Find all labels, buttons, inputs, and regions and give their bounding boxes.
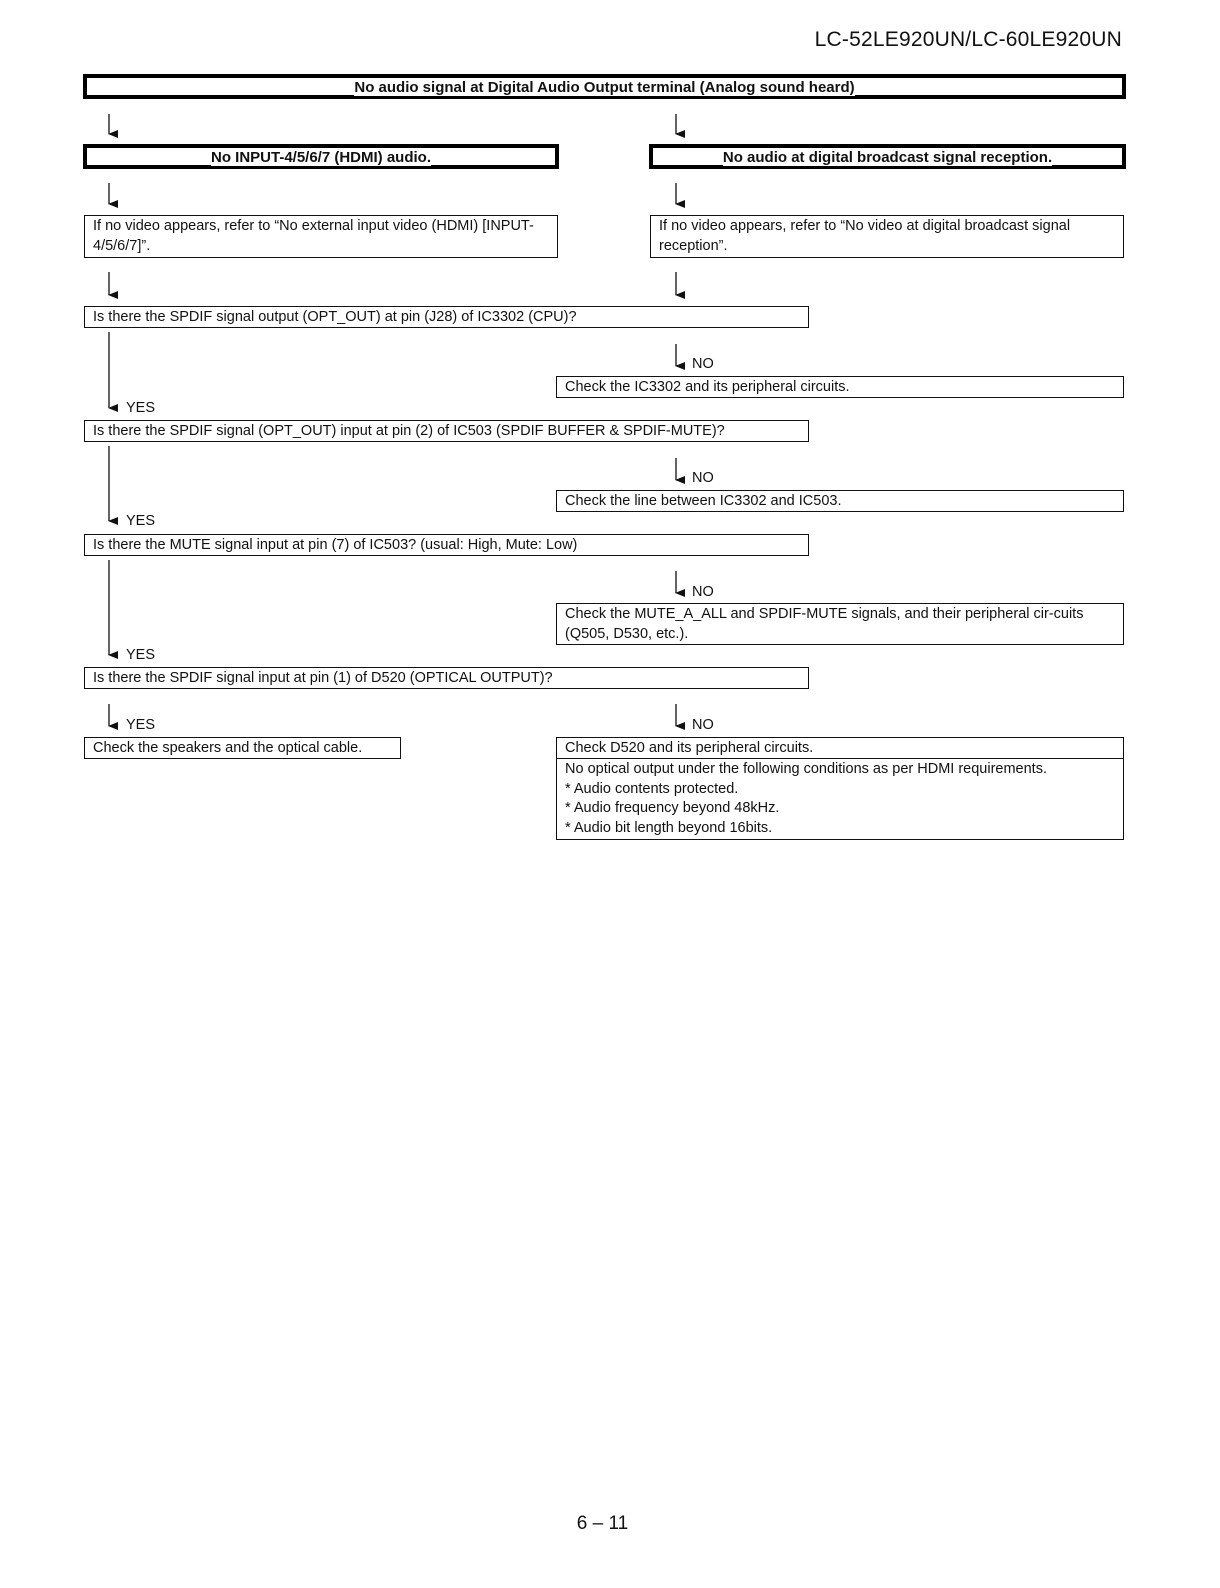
q4-no-label: NO <box>692 717 714 733</box>
q3-yes-label: YES <box>126 647 156 663</box>
model-number: LC-52LE920UN/LC-60LE920UN <box>814 28 1122 51</box>
right-branch-note: If no video appears, refer to “No video at digital broadcast signal reception”. <box>650 215 1124 258</box>
q1-no-label: NO <box>692 356 714 372</box>
question-1: Is there the SPDIF signal output (OPT_OUT) at pin (J28) of IC3302 (CPU)? <box>84 306 809 328</box>
left-branch-title: No INPUT-4/5/6/7 (HDMI) audio. <box>210 149 432 166</box>
q2-yes-label: YES <box>126 513 156 529</box>
q3-no-label: NO <box>692 584 714 600</box>
left-branch-note: If no video appears, refer to “No external input video (HDMI) [INPUT-4/5/6/7]”. <box>84 215 558 258</box>
question-4: Is there the SPDIF signal input at pin (1) of D520 (OPTICAL OUTPUT)? <box>84 667 809 689</box>
page-number: 6 – 11 <box>576 1513 629 1534</box>
question-3: Is there the MUTE signal input at pin (7) of IC503? (usual: High, Mute: Low) <box>84 534 809 556</box>
q1-yes-label: YES <box>126 400 156 416</box>
q4-yes-label: YES <box>126 717 156 733</box>
right-branch-title-box <box>649 144 1126 169</box>
question-2: Is there the SPDIF signal (OPT_OUT) input at pin (2) of IC503 (SPDIF BUFFER & SPDIF-MUTE)? <box>84 420 809 442</box>
action-4-yes: Check the speakers and the optical cable. <box>84 737 401 759</box>
left-branch-title-box <box>83 144 559 169</box>
right-branch-title: No audio at digital broadcast signal reception. <box>722 149 1053 166</box>
action-4-no: Check D520 and its peripheral circuits. <box>556 737 1124 759</box>
action-2: Check the line between IC3302 and IC503. <box>556 490 1124 512</box>
header-box <box>83 74 1126 99</box>
action-1: Check the IC3302 and its peripheral circuits. <box>556 376 1124 398</box>
header-text: No audio signal at Digital Audio Output terminal (Analog sound heard) <box>354 79 855 96</box>
action-3: Check the MUTE_A_ALL and SPDIF-MUTE signals, and their peripheral cir-cuits (Q505, D530, etc.). <box>556 603 1124 645</box>
q2-no-label: NO <box>692 470 714 486</box>
action-4-no-note: No optical output under the following conditions as per HDMI requirements. * Audio contents protected. * Audio frequency beyond 48kHz. * Audio bit length beyond 16bits. <box>556 758 1124 840</box>
